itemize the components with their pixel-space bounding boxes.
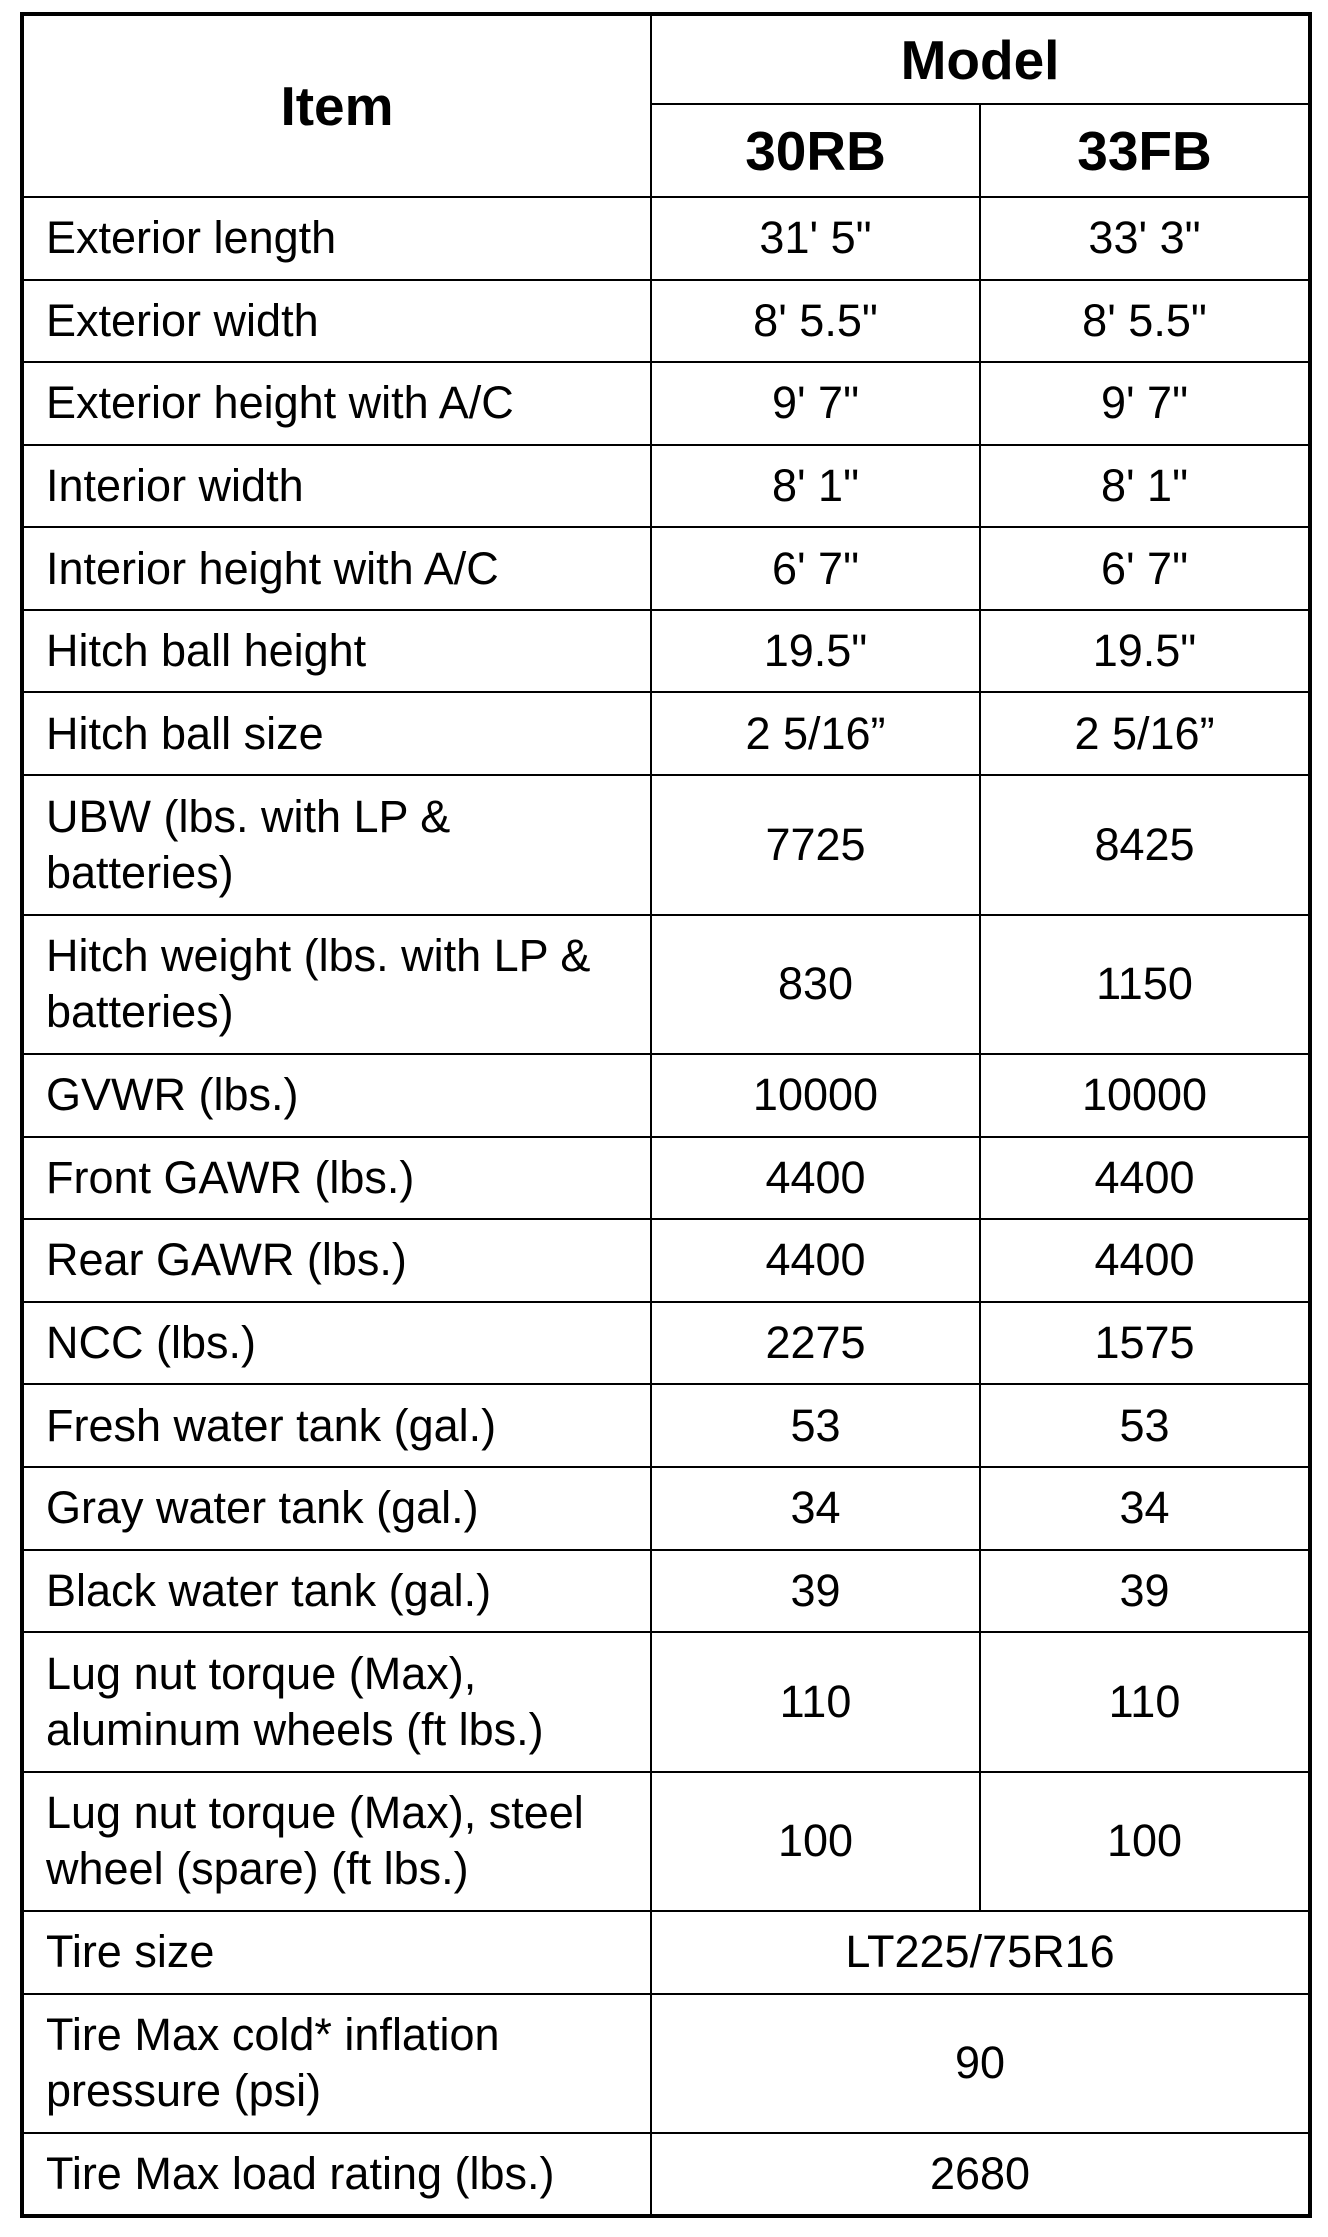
value-33fb: 8425 <box>980 775 1310 915</box>
value-33fb: 10000 <box>980 1054 1310 1137</box>
table-row <box>22 1219 1310 1302</box>
value-30rb: 39 <box>651 1550 980 1633</box>
table-row-merged <box>22 1911 1310 1994</box>
value-33fb: 9' 7" <box>980 362 1310 445</box>
table-row <box>22 197 1310 280</box>
row-label: Lug nut torque (Max), steel wheel (spare) (ft lbs.) <box>22 1772 651 1912</box>
model-header-33fb: 33FB <box>980 104 1310 197</box>
table-row <box>22 775 1310 915</box>
row-label: UBW (lbs. with LP & batteries) <box>22 775 651 915</box>
value-33fb: 1575 <box>980 1302 1310 1385</box>
specifications-table <box>20 12 1312 2218</box>
value-30rb: 6' 7" <box>651 527 980 610</box>
value-33fb: 19.5" <box>980 610 1310 693</box>
table-row <box>22 610 1310 693</box>
value-33fb: 34 <box>980 1467 1310 1550</box>
row-label: Fresh water tank (gal.) <box>22 1384 651 1467</box>
table-row <box>22 1550 1310 1633</box>
value-30rb: 110 <box>651 1632 980 1772</box>
row-label: Tire size <box>22 1911 651 1994</box>
value-33fb: 53 <box>980 1384 1310 1467</box>
table-row <box>22 1632 1310 1772</box>
model-header-30rb: 30RB <box>651 104 980 197</box>
value-30rb: 2275 <box>651 1302 980 1385</box>
value-30rb: 830 <box>651 915 980 1055</box>
table-row <box>22 1467 1310 1550</box>
value-30rb: 9' 7" <box>651 362 980 445</box>
item-column-header: Item <box>22 14 651 197</box>
value-30rb: 4400 <box>651 1219 980 1302</box>
row-label: Black water tank (gal.) <box>22 1550 651 1633</box>
table-row <box>22 362 1310 445</box>
table-row-merged <box>22 2133 1310 2216</box>
table-row <box>22 1384 1310 1467</box>
value-33fb: 2 5/16” <box>980 692 1310 775</box>
header-row-model <box>22 14 1310 104</box>
value-33fb: 8' 1" <box>980 445 1310 528</box>
table-row <box>22 915 1310 1055</box>
row-label: Exterior width <box>22 280 651 363</box>
table-row <box>22 692 1310 775</box>
row-label: GVWR (lbs.) <box>22 1054 651 1137</box>
value-30rb: 53 <box>651 1384 980 1467</box>
row-label: Hitch ball height <box>22 610 651 693</box>
value-30rb: 2 5/16” <box>651 692 980 775</box>
table-row <box>22 1054 1310 1137</box>
table-row <box>22 445 1310 528</box>
table-row <box>22 527 1310 610</box>
value-33fb: 110 <box>980 1632 1310 1772</box>
shared-value: LT225/75R16 <box>651 1911 1310 1994</box>
row-label: Interior width <box>22 445 651 528</box>
value-33fb: 6' 7" <box>980 527 1310 610</box>
value-33fb: 33' 3" <box>980 197 1310 280</box>
row-label: Exterior length <box>22 197 651 280</box>
row-label: Hitch ball size <box>22 692 651 775</box>
value-33fb: 1150 <box>980 915 1310 1055</box>
row-label: NCC (lbs.) <box>22 1302 651 1385</box>
value-30rb: 31' 5" <box>651 197 980 280</box>
table-row <box>22 280 1310 363</box>
row-label: Front GAWR (lbs.) <box>22 1137 651 1220</box>
row-label: Interior height with A/C <box>22 527 651 610</box>
table-row <box>22 1137 1310 1220</box>
value-30rb: 8' 5.5" <box>651 280 980 363</box>
row-label: Rear GAWR (lbs.) <box>22 1219 651 1302</box>
value-30rb: 8' 1" <box>651 445 980 528</box>
table-row <box>22 1302 1310 1385</box>
shared-value: 90 <box>651 1994 1310 2134</box>
row-label: Tire Max cold* inflation pressure (psi) <box>22 1994 651 2134</box>
value-33fb: 4400 <box>980 1137 1310 1220</box>
value-33fb: 4400 <box>980 1219 1310 1302</box>
table-row <box>22 1772 1310 1912</box>
value-33fb: 100 <box>980 1772 1310 1912</box>
value-30rb: 7725 <box>651 775 980 915</box>
row-label: Lug nut torque (Max), aluminum wheels (ft lbs.) <box>22 1632 651 1772</box>
row-label: Tire Max load rating (lbs.) <box>22 2133 651 2216</box>
table-row-merged <box>22 1994 1310 2134</box>
row-label: Exterior height with A/C <box>22 362 651 445</box>
value-30rb: 100 <box>651 1772 980 1912</box>
value-30rb: 19.5" <box>651 610 980 693</box>
row-label: Hitch weight (lbs. with LP & batteries) <box>22 915 651 1055</box>
model-column-header: Model <box>651 14 1310 104</box>
value-33fb: 39 <box>980 1550 1310 1633</box>
value-33fb: 8' 5.5" <box>980 280 1310 363</box>
row-label: Gray water tank (gal.) <box>22 1467 651 1550</box>
value-30rb: 4400 <box>651 1137 980 1220</box>
value-30rb: 34 <box>651 1467 980 1550</box>
shared-value: 2680 <box>651 2133 1310 2216</box>
value-30rb: 10000 <box>651 1054 980 1137</box>
